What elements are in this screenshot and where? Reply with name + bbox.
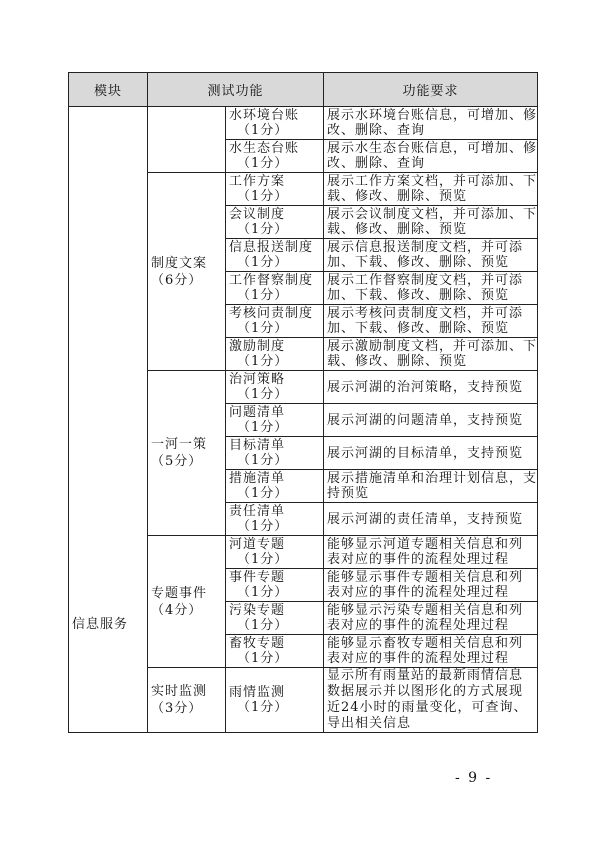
requirement-line: 载、修改、删除、预览 bbox=[327, 354, 468, 369]
function-name: 考核问责制度 bbox=[229, 306, 314, 321]
requirement-line: 近24小时的雨量变化，可查询、 bbox=[327, 700, 528, 715]
requirement-line: 能够显示污染专题相关信息和列 bbox=[327, 603, 524, 618]
requirement-line: 展示激励制度文档，并可添加、下 bbox=[327, 339, 538, 354]
requirement-line: 表对应的事件的流程处理过程 bbox=[327, 651, 510, 666]
function-score: （1分） bbox=[237, 453, 289, 468]
module-cell: 信息服务 bbox=[69, 107, 148, 733]
requirement-line: 加、下载、修改、删除、预览 bbox=[327, 255, 510, 270]
function-name: 会议制度 bbox=[229, 207, 286, 222]
function-cell bbox=[226, 173, 324, 206]
requirement-cell bbox=[324, 668, 538, 733]
requirement-cell bbox=[324, 503, 538, 536]
table-row bbox=[69, 107, 538, 140]
group-name: 实时监测 bbox=[151, 684, 208, 699]
requirement-cell bbox=[324, 305, 538, 338]
function-cell bbox=[226, 569, 324, 602]
requirement-cell bbox=[324, 536, 538, 569]
requirement-cell bbox=[324, 140, 538, 173]
group-cell bbox=[148, 536, 226, 668]
function-cell bbox=[226, 503, 324, 536]
function-score: （1分） bbox=[237, 156, 289, 171]
function-name: 雨情监测 bbox=[229, 685, 286, 700]
header-row bbox=[69, 73, 538, 107]
function-name: 激励制度 bbox=[229, 339, 286, 354]
header-test-function: 测试功能 bbox=[148, 73, 324, 107]
requirement-line: 载、修改、删除、预览 bbox=[327, 189, 468, 204]
function-cell bbox=[226, 305, 324, 338]
requirement-cell bbox=[324, 404, 538, 437]
function-cell bbox=[226, 470, 324, 503]
function-name: 工作方案 bbox=[229, 174, 286, 189]
function-cell bbox=[226, 602, 324, 635]
group-name: 专题事件 bbox=[151, 585, 208, 601]
function-score: （1分） bbox=[237, 222, 289, 237]
requirement-line: 展示会议制度文档，并可添加、下 bbox=[327, 207, 538, 222]
function-name: 问题清单 bbox=[229, 405, 286, 420]
function-cell bbox=[226, 107, 324, 140]
page-number: - 9 - bbox=[455, 770, 493, 786]
group-name: 一河一策 bbox=[151, 437, 208, 452]
function-score: （1分） bbox=[237, 387, 289, 402]
requirement-cell bbox=[324, 569, 538, 602]
function-cell bbox=[226, 404, 324, 437]
function-score: （1分） bbox=[237, 288, 289, 303]
function-cell bbox=[226, 437, 324, 470]
function-cell bbox=[226, 140, 324, 173]
function-name: 信息报送制度 bbox=[229, 240, 314, 255]
requirement-line: 加、下载、修改、删除、预览 bbox=[327, 288, 510, 303]
function-score: （1分） bbox=[237, 700, 289, 715]
requirement-line: 展示水环境台账信息，可增加、修 bbox=[327, 108, 538, 123]
requirement-line: 改、删除、查询 bbox=[327, 123, 426, 138]
group-name: 制度文案 bbox=[151, 255, 208, 271]
function-score: （1分） bbox=[237, 552, 289, 567]
requirement-line: 展示河湖的问题清单，支持预览 bbox=[327, 412, 524, 428]
requirement-line: 展示河湖的责任清单，支持预览 bbox=[327, 511, 524, 527]
requirement-cell bbox=[324, 272, 538, 305]
function-score: （1分） bbox=[237, 486, 289, 501]
requirement-cell bbox=[324, 470, 538, 503]
function-name: 水环境台账 bbox=[229, 108, 300, 123]
function-name: 水生态台账 bbox=[229, 141, 300, 156]
requirement-cell bbox=[324, 107, 538, 140]
function-score: （1分） bbox=[237, 123, 289, 138]
function-score: （1分） bbox=[237, 618, 289, 633]
function-cell bbox=[226, 668, 324, 733]
function-cell bbox=[226, 635, 324, 668]
function-name: 措施清单 bbox=[229, 471, 286, 486]
function-name: 事件专题 bbox=[229, 570, 286, 585]
table-body bbox=[69, 107, 538, 733]
function-score: （1分） bbox=[237, 354, 289, 369]
function-name: 畜牧专题 bbox=[229, 636, 286, 651]
function-score: （1分） bbox=[237, 321, 289, 336]
requirement-line: 能够显示畜牧专题相关信息和列 bbox=[327, 636, 524, 651]
function-name: 污染专题 bbox=[229, 603, 286, 618]
requirement-cell bbox=[324, 239, 538, 272]
requirement-line: 能够显示河道专题相关信息和列 bbox=[327, 537, 524, 552]
function-cell bbox=[226, 338, 324, 371]
requirement-line: 展示考核问责制度文档，并可添 bbox=[327, 306, 524, 321]
requirement-line: 数据展示并以图形化的方式展现 bbox=[327, 684, 524, 699]
requirement-cell bbox=[324, 206, 538, 239]
function-name: 目标清单 bbox=[229, 438, 286, 453]
requirement-line: 展示河湖的治河策略，支持预览 bbox=[327, 379, 524, 395]
requirement-line: 展示工作督察制度文档，并可添 bbox=[327, 273, 524, 288]
function-name: 责任清单 bbox=[229, 504, 286, 519]
group-cell bbox=[148, 371, 226, 536]
function-score: （1分） bbox=[237, 255, 289, 270]
header-module: 模块 bbox=[69, 73, 148, 107]
function-name: 河道专题 bbox=[229, 537, 286, 552]
group-score: （5分） bbox=[151, 454, 203, 469]
requirement-cell bbox=[324, 173, 538, 206]
header-requirement: 功能要求 bbox=[324, 73, 538, 107]
function-cell bbox=[226, 206, 324, 239]
requirement-line: 持预览 bbox=[327, 486, 370, 501]
requirement-line: 表对应的事件的流程处理过程 bbox=[327, 585, 510, 600]
spec-table bbox=[68, 72, 538, 733]
requirement-line: 展示水生态台账信息，可增加、修 bbox=[327, 141, 538, 156]
function-cell bbox=[226, 272, 324, 305]
requirement-cell bbox=[324, 371, 538, 404]
requirement-line: 展示措施清单和治理计划信息，支 bbox=[327, 471, 538, 486]
requirement-line: 表对应的事件的流程处理过程 bbox=[327, 618, 510, 633]
function-name: 工作督察制度 bbox=[229, 273, 314, 288]
group-score: （4分） bbox=[151, 602, 203, 618]
requirement-line: 展示信息报送制度文档，并可添 bbox=[327, 240, 524, 255]
requirement-line: 展示工作方案文档，并可添加、下 bbox=[327, 174, 538, 189]
function-cell bbox=[226, 239, 324, 272]
requirement-line: 导出相关信息 bbox=[327, 716, 412, 731]
group-cell bbox=[148, 173, 226, 371]
requirement-cell bbox=[324, 437, 538, 470]
requirement-cell bbox=[324, 635, 538, 668]
function-score: （1分） bbox=[237, 189, 289, 204]
group-cell bbox=[148, 668, 226, 733]
function-cell bbox=[226, 536, 324, 569]
group-cell bbox=[148, 107, 226, 173]
function-score: （1分） bbox=[237, 585, 289, 600]
requirement-line: 载、修改、删除、预览 bbox=[327, 222, 468, 237]
requirement-cell bbox=[324, 338, 538, 371]
function-cell bbox=[226, 371, 324, 404]
requirement-line: 加、下载、修改、删除、预览 bbox=[327, 321, 510, 336]
requirement-line: 展示河湖的目标清单，支持预览 bbox=[327, 445, 524, 461]
requirement-line: 表对应的事件的流程处理过程 bbox=[327, 552, 510, 567]
requirement-line: 能够显示事件专题相关信息和列 bbox=[327, 570, 524, 585]
requirement-line: 改、删除、查询 bbox=[327, 156, 426, 171]
requirement-line: 显示所有雨量站的最新雨情信息 bbox=[327, 668, 524, 683]
group-score: （3分） bbox=[151, 701, 203, 716]
group-score: （6分） bbox=[151, 272, 203, 288]
function-score: （1分） bbox=[237, 420, 289, 435]
function-score: （1分） bbox=[237, 519, 289, 534]
requirement-cell bbox=[324, 602, 538, 635]
function-name: 治河策略 bbox=[229, 372, 286, 387]
function-score: （1分） bbox=[237, 651, 289, 666]
